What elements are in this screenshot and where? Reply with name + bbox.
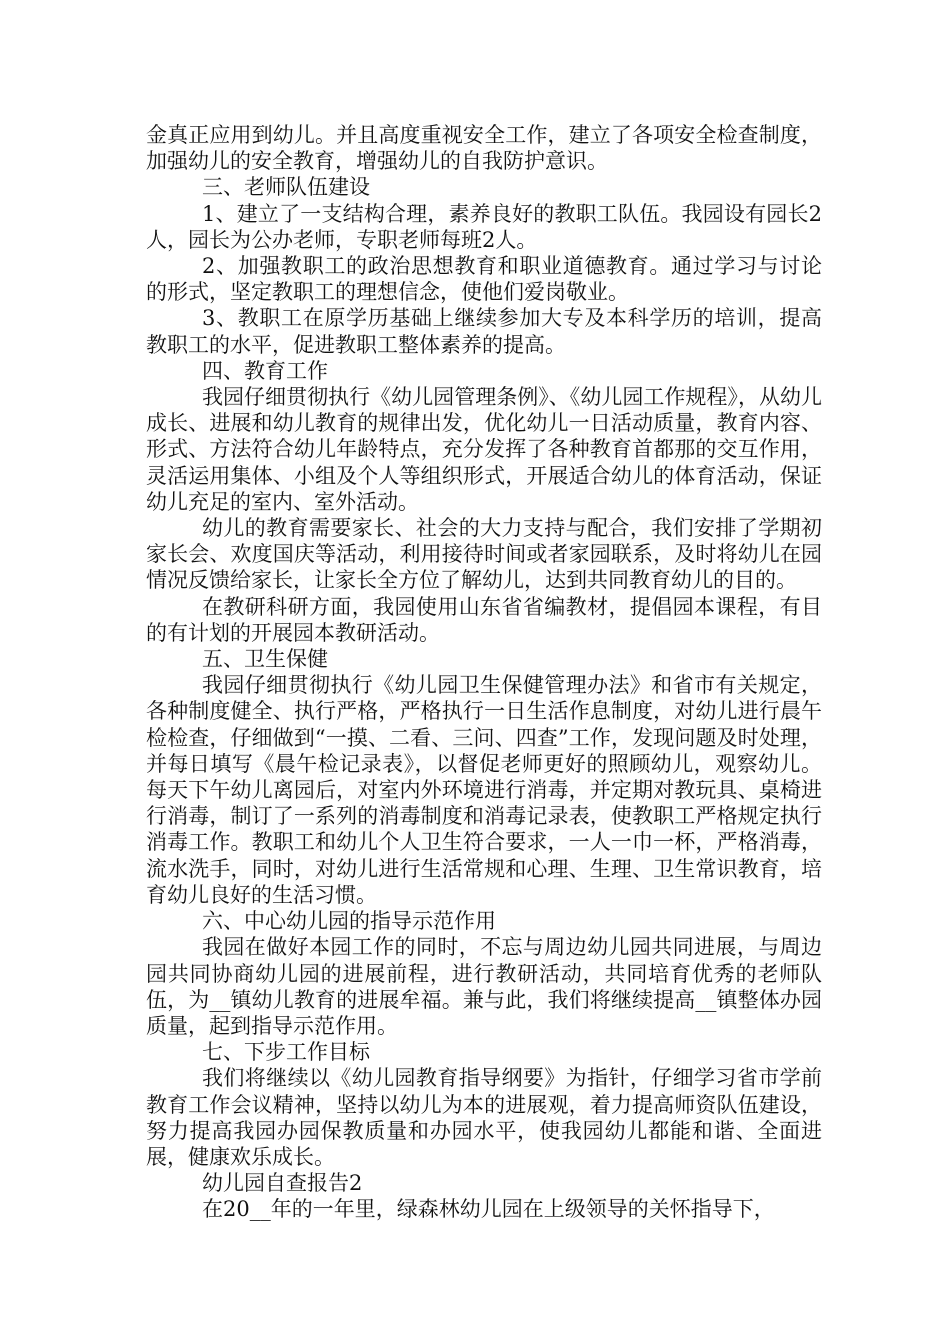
paragraph: 1、建立了一支结构合理，素养良好的教职工队伍。我园设有园长2人，园长为公办老师，专职老师每班2人。 [146,201,822,252]
paragraph: 我园在做好本园工作的同时，不忘与周边幼儿园共同进展，与周边园共同协商幼儿园的进展前程，进行教研活动，共同培育优秀的老师队伍，为__镇幼儿教育的进展牟福。兼与此，我们将继续提高__镇整体办园质量，起到指导示范作用。 [146,935,822,1038]
document-body [146,122,822,1223]
section-heading: 三、老师队伍建设 [202,175,370,200]
section-heading: 七、下步工作目标 [202,1040,370,1065]
paragraph: 我们将继续以《幼儿园教育指导纲要》为指针，仔细学习省市学前教育工作会议精神，坚持以幼儿为本的进展观，着力提高师资队伍建设，努力提高我园办园保教质量和办园水平，使我园幼儿都能和谐、全面进展，健康欢乐成长。 [146,1066,822,1169]
paragraph: 我园仔细贯彻执行《幼儿园管理条例》、《幼儿园工作规程》，从幼儿成长、进展和幼儿教育的规律出发，优化幼儿一日活动质量，教育内容、形式、方法符合幼儿年龄特点，充分发挥了各种教育首都那的交互作用，灵活运用集体、小组及个人等组织形式，开展适合幼儿的体育活动，保证幼儿充足的室内、室外活动。 [146,385,822,514]
paragraph: 3、教职工在原学历基础上继续参加大专及本科学历的培训，提高教职工的水平，促进教职工整体素养的提高。 [146,306,822,357]
report-title: 幼儿园自查报告2 [202,1171,363,1196]
section-heading: 六、中心幼儿园的指导示范作用 [202,909,496,934]
paragraph: 2、加强教职工的政治思想教育和职业道德教育。通过学习与讨论的形式，坚定教职工的理想信念，使他们爱岗敬业。 [146,254,822,305]
paragraph: 在20__年的一年里，绿森林幼儿园在上级领导的关怀指导下， [202,1197,775,1222]
paragraph: 金真正应用到幼儿。并且高度重视安全工作，建立了各项安全检查制度，加强幼儿的安全教育，增强幼儿的自我防护意识。 [146,123,822,174]
section-heading: 五、卫生保健 [202,647,328,672]
section-heading: 四、教育工作 [202,358,328,383]
paragraph: 幼儿的教育需要家长、社会的大力支持与配合，我们安排了学期初家长会、欢度国庆等活动，利用接待时间或者家园联系，及时将幼儿在园情况反馈给家长，让家长全方位了解幼儿，达到共同教育幼儿的目的。 [146,516,822,593]
paragraph: 在教研科研方面，我园使用山东省省编教材，提倡园本课程，有目的有计划的开展园本教研活动。 [146,594,822,645]
paragraph: 我园仔细贯彻执行《幼儿园卫生保健管理办法》和省市有关规定，各种制度健全、执行严格，严格执行一日生活作息制度，对幼儿进行晨午检检查，仔细做到“一摸、二看、三问、四查”工作，发现问题及时处理，并每日填写《晨午检记录表》，以督促老师更好的照顾幼儿，观察幼儿。每天下午幼儿离园后，对室内外环境进行消毒，并定期对教玩具、桌椅进行消毒，制订了一系列的消毒制度和消毒记录表，使教职工严格规定执行消毒工作。教职工和幼儿个人卫生符合要求，一人一巾一杯，严格消毒，流水洗手，同时，对幼儿进行生活常规和心理、生理、卫生常识教育，培育幼儿良好的生活习惯。 [146,673,822,907]
